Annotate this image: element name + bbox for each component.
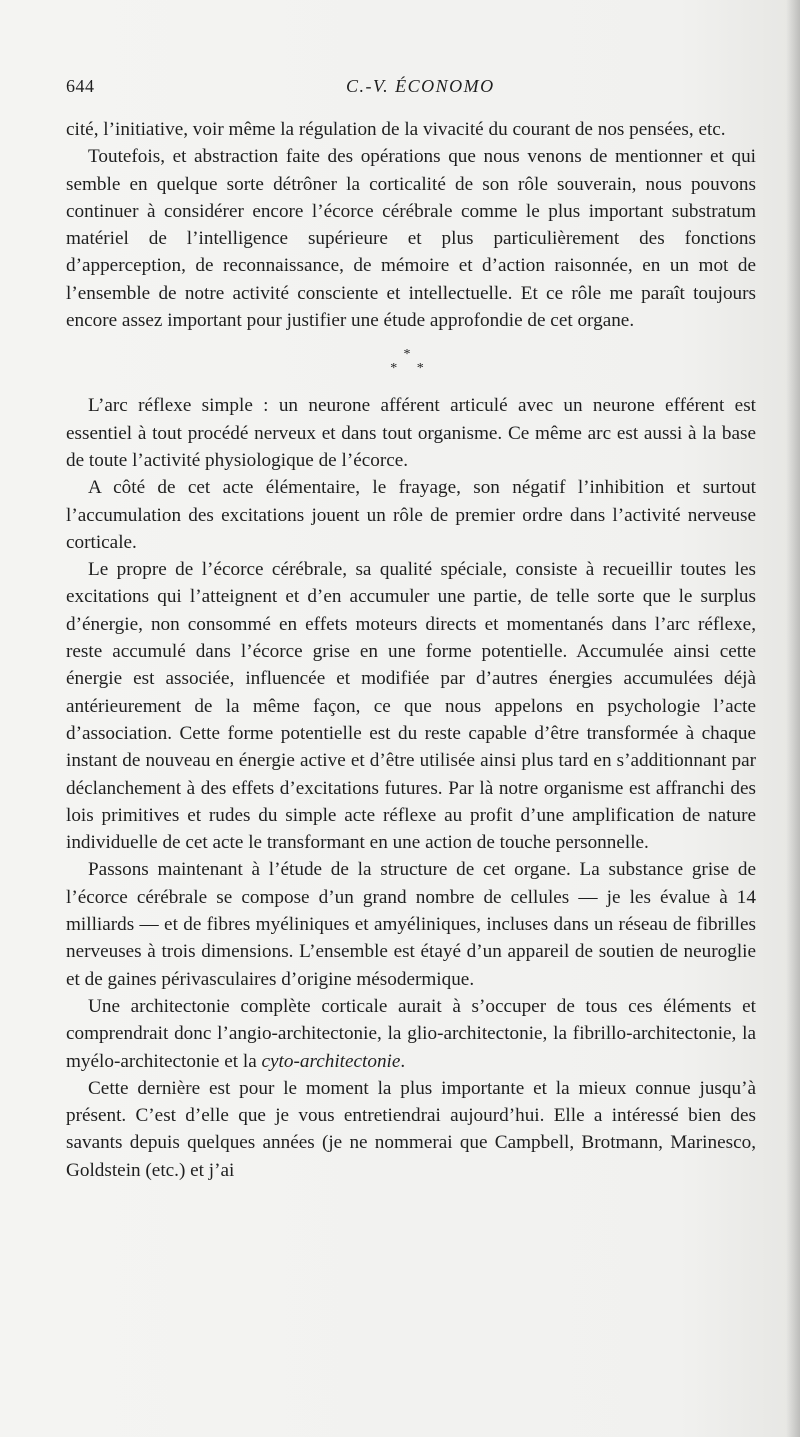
section-separator — [66, 348, 756, 376]
paragraph: Cette dernière est pour le moment la plus importante et la mieux connue jusqu’à présent. C’est d’elle que je vous entretiendrai aujourd’hui. Elle a intéressé bien des savants depuis quelques années (je ne nommerai que Campbell, Brotmann, Marinesco, Goldstein (etc.) et j’ai — [66, 1077, 756, 1181]
asterism-top: * — [403, 347, 419, 363]
running-head: C.-V. ÉCONOMO — [346, 76, 495, 96]
paragraph-text: Une architectonie complète corticale aurait à s’occuper de tous ces éléments et comprendrait donc l’angio-architectonie, la glio-architectonie, la fibrillo-architectonie, la myélo-architectonie et la — [66, 995, 756, 1072]
paragraph: Passons maintenant à l’étude de la structure de cet organe. La substance grise de l’écorce cérébrale se compose d’un grand nombre de cellules — je les évalue à 14 milliards — et de fibres myéliniques et amyéliniques, incluses dans un réseau de fibrilles nerveuses à trois dimensions. L’ensemble est étayé d’un appareil de soutien de neuroglie et de gaines périvasculaires d’origine mésodermique. — [66, 859, 756, 990]
page-header — [66, 76, 766, 106]
paragraph: L’arc réflexe simple : un neurone afférent articulé avec un neurone efférent est essentiel à tout procédé nerveux et dans tout organisme. Ce même arc est aussi à la base de toute l’activité physiologique de l’écorce. — [66, 395, 756, 471]
body-text — [66, 116, 756, 1184]
paragraph — [66, 993, 756, 1075]
paragraph: Toutefois, et abstraction faite des opérations que nous venons de mentionner et qui semble en quelque sorte détrôner la corticalité de son rôle souverain, nous pouvons continuer à considérer encore l’écorce cérébrale comme le plus important substratum matériel de l’intelligence supérieure et plus particulièrement des fonctions d’apperception, de reconnaissance, de mémoire et d’action raisonnée, en un mot de l’ensemble de notre activité consciente et intellectuelle. Et ce rôle me paraît toujours encore assez important pour justifier une étude approfondie de cet organe. — [66, 146, 756, 332]
paragraph-text: . — [400, 1050, 406, 1072]
italic-term: cyto-architectonie — [261, 1050, 401, 1072]
paragraph: A côté de cet acte élémentaire, le frayage, son négatif l’inhibition et surtout l’accumulation des excitations jouent un rôle de premier ordre dans l’activité nerveuse corticale. — [66, 477, 756, 553]
asterism-bottom: * * — [390, 361, 432, 377]
paragraph: Le propre de l’écorce cérébrale, sa qualité spéciale, consiste à recueillir toutes les excitations qui l’atteignent et d’en accumuler une partie, de telle sorte que le surplus d’énergie, non consommé en effets moteurs directs et momentanés dans l’arc réflexe, reste accumulé dans l’écorce grise en une forme potentielle. Accumulée ainsi cette énergie est associée, influencée et modifiée par d’autres énergies accumulées déjà antérieurement de la même façon, ce que nous appelons en psychologie l’acte d’association. Cette forme potentielle est du reste capable d’être transformée à chaque instant de nouveau en énergie active et d’être utilisée ainsi plus tard en s’additionnant par déclanchement à des effets d’excitations futures. Par là notre organisme est affranchi des lois primitives et rudes du simple acte réflexe au profit d’une amplification de nature individuelle de cet acte le transformant en une action de touche personnelle. — [66, 559, 756, 854]
page-number: 644 — [66, 76, 95, 96]
paragraph-continuation: cité, l’initiative, voir même la régulation de la vivacité du courant de nos pensées, etc. — [66, 119, 726, 140]
page-edge-shadow — [786, 0, 800, 1437]
